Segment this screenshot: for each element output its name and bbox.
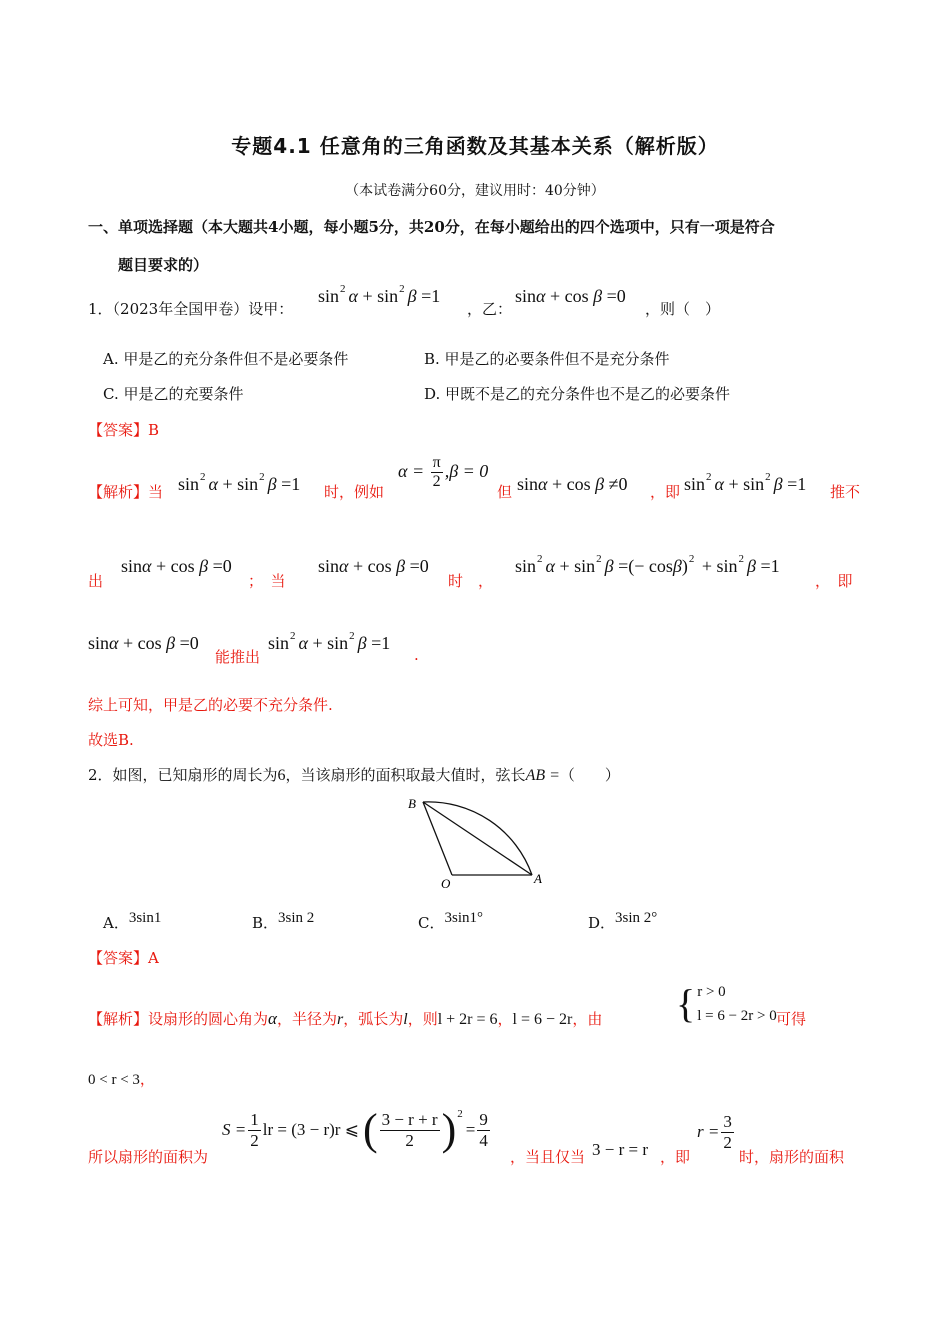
label-b: B: [408, 796, 416, 811]
q1-prefix: 1．（2023年全国甲卷）设甲：: [88, 300, 294, 318]
q2-option-a[interactable]: A．3sin1: [103, 910, 162, 932]
q1-option-b[interactable]: B. 甲是乙的必要条件但不是充分条件: [424, 350, 670, 368]
q2-area-formula: S = $\frac{1}{2}$ lr = (3 − r)r ⩽ ( $\frac{3 - r + r}{2}$ ) $^2$ = $\frac{9}{4}$: [222, 1105, 488, 1154]
q2-analysis-t7: 可得: [776, 1010, 807, 1028]
label-a: A: [534, 871, 542, 886]
q1-analysis-t8: 时 ，: [448, 572, 494, 590]
q1-analysis-eq1: $\sin^2 \alpha + \sin^2 \beta =1$: [178, 471, 301, 494]
q1-analysis-eq6: $\sin^2 \alpha + \sin^2 \beta =1$: [268, 630, 391, 653]
q1-analysis-t4: ，即: [650, 483, 681, 501]
section-heading-line2: 题目要求的）: [118, 256, 209, 274]
q2-analysis-t8: 所以扇形的面积为: [88, 1148, 209, 1166]
system-line2: l = 6 − 2r > 0: [697, 1008, 777, 1024]
q1-answer: 【答案】B: [88, 421, 160, 439]
q1-analysis-eq4: sinα + cos β =0: [318, 556, 429, 576]
q1-analysis-t9: ， 即: [815, 572, 853, 590]
q1-analysis-t3: 但: [497, 483, 513, 501]
paren-right: ): [441, 1105, 457, 1154]
exam-subtitle: （本试卷满分60分，建议用时：40分钟）: [345, 183, 605, 199]
q1-mid-text: ，乙：: [467, 300, 513, 318]
q1-analysis-period: .: [414, 646, 419, 664]
q2-inequality-system: [676, 980, 777, 1028]
q1-analysis-t5: 推不: [830, 483, 861, 501]
q1-analysis-example: α = $\frac{\pi}{2}$ ,β = 0: [398, 454, 489, 491]
q2-analysis-t11: 时，扇形的面积: [739, 1148, 845, 1166]
sector-figure: [400, 792, 560, 894]
q2-option-b[interactable]: B．3sin 2: [252, 910, 315, 932]
q2-option-c[interactable]: C．3sin1°: [418, 910, 483, 932]
q1-analysis-label: 【解析】当: [88, 483, 164, 501]
q2-equality-cond: 3 − r = r: [592, 1140, 648, 1159]
q1-analysis-eq5: sinα + cos β =0: [88, 633, 199, 653]
paren-left: (: [362, 1105, 378, 1154]
q1-analysis-eq3: sinα + cos β =0: [121, 556, 232, 576]
q1-analysis-t2: 时，例如: [324, 483, 385, 501]
q1-analysis-t6: 出: [88, 572, 104, 590]
system-brace: {: [676, 981, 696, 1026]
q1-option-a[interactable]: A. 甲是乙的充分条件但不是必要条件: [103, 350, 349, 368]
q2-analysis-t10: ，即: [660, 1148, 691, 1166]
q1-suffix: ，则（ ）: [645, 300, 721, 318]
q1-condition-b: sinα + cos β =0: [515, 286, 626, 306]
radius-ob: [423, 802, 452, 875]
q1-condition-a: $\sin^2 \alpha + \sin^2 \beta =1$: [318, 283, 441, 306]
q1-analysis-neq: sinα + cos β ≠0: [517, 474, 628, 494]
q1-stem: [88, 298, 293, 319]
q2-option-d[interactable]: D．3sin 2°: [588, 910, 658, 932]
q2-range: 0 < r < 3，: [88, 1070, 155, 1088]
q2-analysis-line1: 【解析】设扇形的圆心角为α，半径为r，弧长为l，则l + 2r = 6，l = 6 − 2r，由: [88, 1009, 603, 1028]
q2-answer: 【答案】A: [88, 949, 159, 967]
system-line1: r > 0: [697, 984, 726, 1000]
section-heading-line1: 一、单项选择题（本大题共4小题，每小题5分，共20分，在每小题给出的四个选项中，只有一项是符合: [88, 218, 775, 236]
q1-option-d[interactable]: D. 甲既不是乙的充分条件也不是乙的必要条件: [424, 385, 731, 403]
q2-analysis-t9: ，当且仅当: [510, 1148, 586, 1166]
q1-summary: 综上可知，甲是乙的必要不充分条件.: [88, 696, 333, 714]
q1-analysis-t7: ； 当: [248, 572, 286, 590]
q1-analysis-t10: 能推出: [215, 648, 261, 666]
page-title: 专题4.1 任意角的三角函数及其基本关系（解析版）: [231, 134, 719, 158]
q1-analysis-eq2: $\sin^2 \alpha + \sin^2 \beta =1$: [684, 471, 807, 494]
q1-analysis-identity: $\sin^2 \alpha + \sin^2 \beta$ =(− $\cos\beta)^2 + \sin^2 \beta =1$: [515, 553, 780, 576]
q2-r-value: r = $\frac{3}{2}$: [697, 1112, 732, 1152]
label-o: O: [441, 876, 451, 891]
q1-option-c[interactable]: C. 甲是乙的充要条件: [103, 385, 244, 403]
q1-choose: 故选B.: [88, 731, 134, 749]
q2-stem: 2．如图，已知扇形的周长为6，当该扇形的面积取最大值时，弦长AB =（ ）: [88, 766, 620, 784]
